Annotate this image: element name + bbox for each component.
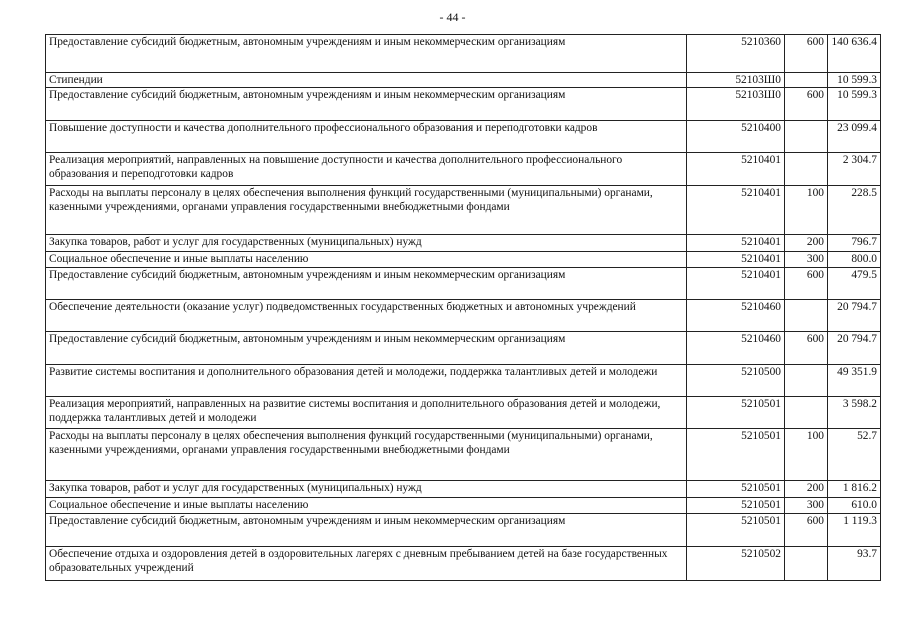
row-code-cell: 5210501 [687,429,785,481]
page-number: - 44 - [439,10,466,24]
row-name-cell: Развитие системы воспитания и дополнительного образования детей и молодежи, поддержка талантливых детей и молодежи [46,365,687,397]
row-code-cell: 5210401 [687,153,785,186]
row-code-cell: 5210501 [687,498,785,514]
row-type-cell [785,300,828,332]
row-amount-cell: 1 816.2 [828,481,881,498]
table-row [46,121,881,153]
row-amount-cell: 2 304.7 [828,153,881,186]
row-name-cell: Социальное обеспечение и иные выплаты населению [46,252,687,268]
row-type-cell: 200 [785,235,828,252]
row-type-cell: 600 [785,332,828,365]
row-name-cell: Реализация мероприятий, направленных на развитие системы воспитания и дополнительного образования детей и молодежи, поддержка талантливых детей и молодежи [46,397,687,429]
table-row [46,252,881,268]
row-amount-cell: 479.5 [828,268,881,300]
row-type-cell [785,547,828,581]
table-row [46,88,881,121]
row-amount-cell: 796.7 [828,235,881,252]
row-amount-cell: 610.0 [828,498,881,514]
row-type-cell [785,121,828,153]
row-amount-cell: 800.0 [828,252,881,268]
table-row [46,300,881,332]
table-row [46,35,881,73]
row-type-cell: 600 [785,514,828,547]
row-type-cell: 300 [785,498,828,514]
table-row [46,397,881,429]
row-name-cell: Предоставление субсидий бюджетным, автономным учреждениям и иным некоммерческим организациям [46,35,687,73]
row-code-cell: 5210501 [687,514,785,547]
row-code-cell: 5210501 [687,397,785,429]
row-code-cell: 5210501 [687,481,785,498]
row-amount-cell: 49 351.9 [828,365,881,397]
row-name-cell: Закупка товаров, работ и услуг для государственных (муниципальных) нужд [46,481,687,498]
budget-table [45,34,881,581]
table-row [46,153,881,186]
row-type-cell: 600 [785,35,828,73]
row-amount-cell: 228.5 [828,186,881,235]
row-name-cell: Предоставление субсидий бюджетным, автономным учреждениям и иным некоммерческим организациям [46,88,687,121]
row-name-cell: Стипендии [46,73,687,88]
row-code-cell: 5210502 [687,547,785,581]
row-name-cell: Обеспечение отдыха и оздоровления детей в оздоровительных лагерях с дневным пребыванием детей на базе государственных образовательных учреждений [46,547,687,581]
row-name-cell: Повышение доступности и качества дополнительного профессионального образования и переподготовки кадров [46,121,687,153]
row-amount-cell: 3 598.2 [828,397,881,429]
row-code-cell: 5210400 [687,121,785,153]
row-name-cell: Закупка товаров, работ и услуг для государственных (муниципальных) нужд [46,235,687,252]
table-row [46,547,881,581]
budget-table-body [46,35,881,581]
row-code-cell: 52103Ш0 [687,88,785,121]
row-name-cell: Реализация мероприятий, направленных на повышение доступности и качества дополнительного профессионального образования и переподготовки кадров [46,153,687,186]
table-row [46,498,881,514]
row-name-cell: Предоставление субсидий бюджетным, автономным учреждениям и иным некоммерческим организациям [46,268,687,300]
row-type-cell [785,73,828,88]
row-amount-cell: 20 794.7 [828,300,881,332]
row-code-cell: 5210401 [687,235,785,252]
row-name-cell: Расходы на выплаты персоналу в целях обеспечения выполнения функций государственными (муниципальными) органами, казенными учреждениями, органами управления государственными внебюджетными фондами [46,186,687,235]
row-amount-cell: 10 599.3 [828,73,881,88]
table-row [46,268,881,300]
row-amount-cell: 140 636.4 [828,35,881,73]
row-code-cell: 5210360 [687,35,785,73]
row-name-cell: Обеспечение деятельности (оказание услуг) подведомственных государственных бюджетных и автономных учреждений [46,300,687,332]
row-code-cell: 5210500 [687,365,785,397]
row-amount-cell: 93.7 [828,547,881,581]
table-row [46,186,881,235]
row-amount-cell: 52.7 [828,429,881,481]
row-type-cell: 100 [785,186,828,235]
row-type-cell [785,365,828,397]
row-type-cell: 600 [785,268,828,300]
row-name-cell: Социальное обеспечение и иные выплаты населению [46,498,687,514]
row-amount-cell: 10 599.3 [828,88,881,121]
row-type-cell: 100 [785,429,828,481]
table-row [46,514,881,547]
row-name-cell: Предоставление субсидий бюджетным, автономным учреждениям и иным некоммерческим организациям [46,332,687,365]
row-code-cell: 52103Ш0 [687,73,785,88]
row-name-cell: Предоставление субсидий бюджетным, автономным учреждениям и иным некоммерческим организациям [46,514,687,547]
row-code-cell: 5210460 [687,332,785,365]
row-name-cell: Расходы на выплаты персоналу в целях обеспечения выполнения функций государственными (муниципальными) органами, казенными учреждениями, органами управления государственными внебюджетными фондами [46,429,687,481]
table-row [46,429,881,481]
table-row [46,235,881,252]
row-amount-cell: 1 119.3 [828,514,881,547]
row-type-cell [785,397,828,429]
row-code-cell: 5210401 [687,252,785,268]
row-type-cell [785,153,828,186]
row-type-cell: 300 [785,252,828,268]
table-row [46,365,881,397]
row-amount-cell: 20 794.7 [828,332,881,365]
row-code-cell: 5210401 [687,268,785,300]
row-type-cell: 200 [785,481,828,498]
table-row [46,481,881,498]
table-row [46,332,881,365]
row-amount-cell: 23 099.4 [828,121,881,153]
table-row [46,73,881,88]
row-code-cell: 5210401 [687,186,785,235]
row-code-cell: 5210460 [687,300,785,332]
row-type-cell: 600 [785,88,828,121]
